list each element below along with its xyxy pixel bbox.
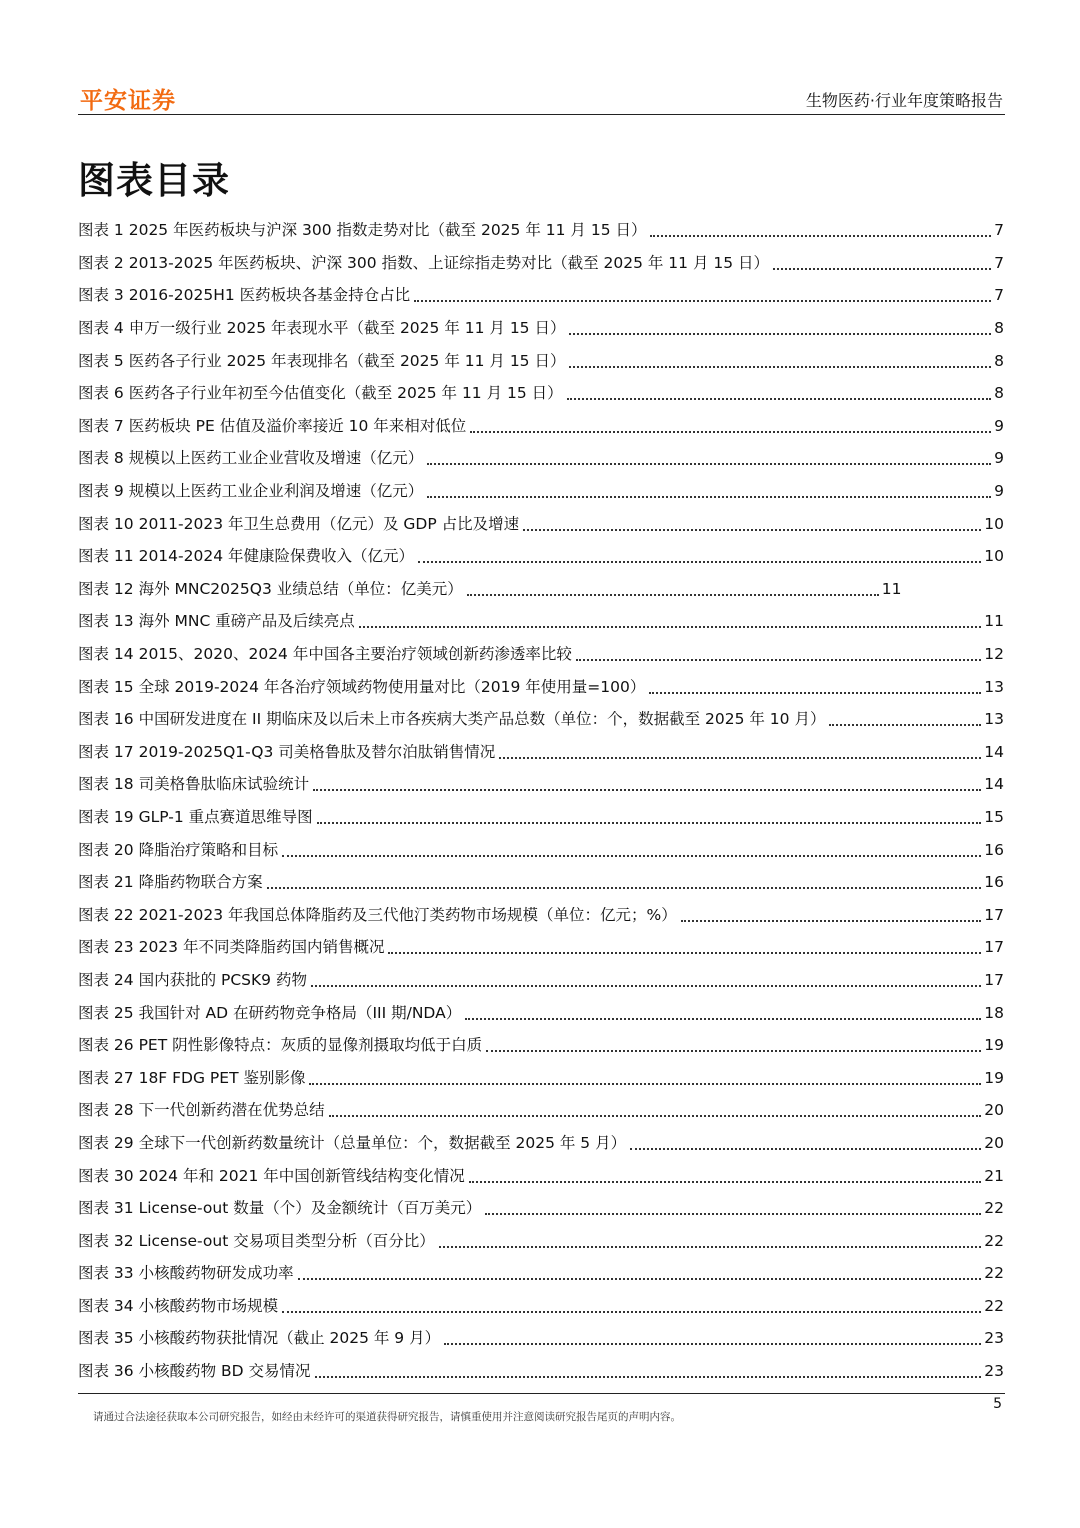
toc-entry-title: 图表 6 医药各子行业年初至今估值变化（截至 2025 年 11 月 15 日） bbox=[78, 384, 563, 403]
toc-entry-page: 10 bbox=[984, 514, 1004, 533]
toc-entry[interactable] bbox=[78, 475, 1004, 508]
toc-dot-leader bbox=[311, 983, 981, 987]
toc-entry-title: 图表 26 PET 阴性影像特点：灰质的显像剂摄取均低于白质 bbox=[78, 1036, 483, 1055]
toc-entry-title: 图表 2 2013-2025 年医药板块、沪深 300 指数、上证综指走势对比（截至 2025 年 11 月 15 日） bbox=[78, 253, 770, 272]
toc-entry[interactable] bbox=[78, 801, 1004, 834]
toc-entry-page: 13 bbox=[984, 710, 1004, 729]
toc-dot-leader bbox=[267, 885, 982, 889]
toc-entry[interactable] bbox=[78, 931, 1004, 964]
toc-entry[interactable] bbox=[78, 1322, 1004, 1355]
toc-entry[interactable] bbox=[78, 1029, 1004, 1062]
toc-entry-page: 20 bbox=[984, 1101, 1004, 1120]
toc-entry-title: 图表 19 GLP-1 重点赛道思维导图 bbox=[78, 807, 313, 826]
toc-entry-page: 13 bbox=[984, 677, 1004, 696]
toc-dot-leader bbox=[523, 527, 981, 531]
toc-entry[interactable] bbox=[78, 866, 1004, 899]
toc-entry-page: 9 bbox=[994, 416, 1004, 435]
toc-entry[interactable] bbox=[78, 1290, 1004, 1323]
toc-heading: 图表目录 bbox=[78, 159, 230, 202]
toc-dot-leader bbox=[467, 592, 879, 596]
toc-dot-leader bbox=[486, 1048, 981, 1052]
toc-entry-title: 图表 24 国内获批的 PCSK9 药物 bbox=[78, 970, 307, 989]
toc-entry-title: 图表 17 2019-2025Q1-Q3 司美格鲁肽及替尔泊肽销售情况 bbox=[78, 742, 496, 761]
toc-entry-title: 图表 11 2014-2024 年健康险保费收入（亿元） bbox=[78, 547, 414, 566]
toc-dot-leader bbox=[329, 1113, 982, 1117]
toc-entry-page: 12 bbox=[984, 645, 1004, 664]
toc-entry[interactable] bbox=[78, 312, 1004, 345]
toc-entry-page: 20 bbox=[984, 1133, 1004, 1152]
toc-entry-title: 图表 9 规模以上医药工业企业利润及增速（亿元） bbox=[78, 482, 424, 501]
toc-entry[interactable] bbox=[78, 540, 1004, 573]
toc-entry-page: 23 bbox=[984, 1329, 1004, 1348]
footer-divider bbox=[78, 1393, 1005, 1394]
toc-dot-leader bbox=[414, 298, 991, 302]
toc-entry-page: 22 bbox=[984, 1264, 1004, 1283]
toc-entry-title: 图表 13 海外 MNC 重磅产品及后续亮点 bbox=[78, 612, 355, 631]
toc-dot-leader bbox=[317, 820, 982, 824]
report-title: 生物医药·行业年度策略报告 bbox=[805, 91, 1003, 110]
toc-entry[interactable] bbox=[78, 377, 1004, 410]
toc-entry-title: 图表 27 18F FDG PET 鉴别影像 bbox=[78, 1068, 306, 1087]
toc-dot-leader bbox=[649, 690, 981, 694]
toc-entry-page: 11 bbox=[984, 612, 1004, 631]
toc-entry-page: 19 bbox=[984, 1036, 1004, 1055]
toc-entry-title: 图表 25 我国针对 AD 在研药物竞争格局（III 期/NDA） bbox=[78, 1003, 462, 1022]
toc-dot-leader bbox=[282, 1309, 981, 1313]
toc-entry-page: 15 bbox=[984, 807, 1004, 826]
toc-entry-title: 图表 10 2011-2023 年卫生总费用（亿元）及 GDP 占比及增速 bbox=[78, 514, 520, 533]
toc-entry[interactable] bbox=[78, 1355, 1004, 1388]
toc-entry-title: 图表 30 2024 年和 2021 年中国创新管线结构变化情况 bbox=[78, 1166, 465, 1185]
toc-entry-title: 图表 7 医药板块 PE 估值及溢价率接近 10 年来相对低位 bbox=[78, 416, 467, 435]
toc-entry-page: 17 bbox=[984, 938, 1004, 957]
toc-entry-title: 图表 34 小核酸药物市场规模 bbox=[78, 1296, 279, 1315]
toc-entry-page: 16 bbox=[984, 840, 1004, 859]
toc-dot-leader bbox=[388, 950, 981, 954]
toc-entry[interactable] bbox=[78, 833, 1004, 866]
toc-dot-leader bbox=[359, 624, 982, 628]
toc-entry[interactable] bbox=[78, 573, 1004, 606]
toc-entry-title: 图表 33 小核酸药物研发成功率 bbox=[78, 1264, 294, 1283]
toc-dot-leader bbox=[485, 1211, 981, 1215]
toc-dot-leader bbox=[469, 1179, 982, 1183]
toc-dot-leader bbox=[576, 657, 981, 661]
toc-entry[interactable] bbox=[78, 670, 1004, 703]
toc-entry-page: 8 bbox=[994, 351, 1004, 370]
toc-entry-title: 图表 21 降脂药物联合方案 bbox=[78, 873, 263, 892]
toc-entry-page: 7 bbox=[994, 253, 1004, 272]
toc-entry-title: 图表 20 降脂治疗策略和目标 bbox=[78, 840, 279, 859]
toc-entry-page: 9 bbox=[994, 449, 1004, 468]
toc-entry-title: 图表 31 License-out 数量（个）及金额统计（百万美元） bbox=[78, 1199, 482, 1218]
toc-dot-leader bbox=[681, 918, 982, 922]
toc-entry-page: 18 bbox=[984, 1003, 1004, 1022]
toc-entry[interactable] bbox=[78, 1061, 1004, 1094]
toc-entry[interactable] bbox=[78, 1127, 1004, 1160]
toc-entry-page: 23 bbox=[984, 1362, 1004, 1381]
toc-dot-leader bbox=[444, 1341, 981, 1345]
toc-entry-title: 图表 23 2023 年不同类降脂药国内销售概况 bbox=[78, 938, 385, 957]
toc-entry-title: 图表 22 2021-2023 年我国总体降脂药及三代他汀类药物市场规模（单位：亿元；%） bbox=[78, 905, 677, 924]
toc-entry-page: 22 bbox=[984, 1199, 1004, 1218]
toc-dot-leader bbox=[418, 559, 981, 563]
toc-entry-page: 17 bbox=[984, 970, 1004, 989]
toc-dot-leader bbox=[315, 1374, 982, 1378]
toc-entry[interactable] bbox=[78, 1094, 1004, 1127]
toc-entry-title: 图表 4 申万一级行业 2025 年表现水平（截至 2025 年 11 月 15 日） bbox=[78, 319, 566, 338]
toc-entry[interactable] bbox=[78, 1192, 1004, 1225]
toc-entry[interactable] bbox=[78, 964, 1004, 997]
toc-dot-leader bbox=[298, 1276, 982, 1280]
toc-entry[interactable] bbox=[78, 736, 1004, 769]
toc-entry-title: 图表 1 2025 年医药板块与沪深 300 指数走势对比（截至 2025 年 11 月 15 日） bbox=[78, 221, 647, 240]
toc-list bbox=[78, 214, 1004, 1387]
toc-entry-page: 7 bbox=[994, 221, 1004, 240]
toc-entry-page: 10 bbox=[984, 547, 1004, 566]
toc-entry-title: 图表 14 2015、2020、2024 年中国各主要治疗领域创新药渗透率比较 bbox=[78, 645, 572, 664]
toc-dot-leader bbox=[569, 331, 991, 335]
toc-entry[interactable] bbox=[78, 638, 1004, 671]
toc-entry-page: 19 bbox=[984, 1068, 1004, 1087]
toc-dot-leader bbox=[427, 461, 991, 465]
toc-dot-leader bbox=[282, 853, 981, 857]
toc-entry[interactable] bbox=[78, 1224, 1004, 1257]
toc-entry-page: 16 bbox=[984, 873, 1004, 892]
toc-entry-page: 14 bbox=[984, 742, 1004, 761]
toc-entry-page: 22 bbox=[984, 1231, 1004, 1250]
toc-entry-page: 21 bbox=[984, 1166, 1004, 1185]
toc-entry[interactable] bbox=[78, 768, 1004, 801]
toc-entry-page: 8 bbox=[994, 319, 1004, 338]
toc-entry-title: 图表 28 下一代创新药潜在优势总结 bbox=[78, 1101, 325, 1120]
toc-dot-leader bbox=[427, 494, 991, 498]
toc-dot-leader bbox=[829, 722, 981, 726]
toc-dot-leader bbox=[569, 364, 991, 368]
toc-entry-page: 22 bbox=[984, 1296, 1004, 1315]
toc-entry[interactable] bbox=[78, 1159, 1004, 1192]
toc-entry[interactable] bbox=[78, 410, 1004, 443]
toc-entry-page: 14 bbox=[984, 775, 1004, 794]
toc-entry-page: 7 bbox=[994, 286, 1004, 305]
toc-entry-title: 图表 8 规模以上医药工业企业营收及增速（亿元） bbox=[78, 449, 424, 468]
toc-entry[interactable] bbox=[78, 703, 1004, 736]
toc-entry[interactable] bbox=[78, 507, 1004, 540]
toc-dot-leader bbox=[499, 755, 981, 759]
toc-dot-leader bbox=[773, 266, 991, 270]
toc-dot-leader bbox=[439, 1244, 982, 1248]
toc-dot-leader bbox=[465, 1016, 981, 1020]
toc-entry-page: 8 bbox=[994, 384, 1004, 403]
toc-entry[interactable] bbox=[78, 247, 1004, 280]
footer-disclaimer: 请通过合法途径获取本公司研究报告，如经由未经许可的渠道获得研究报告，请慎重使用并注意阅读研究报告尾页的声明内容。 bbox=[93, 1411, 681, 1423]
toc-entry[interactable] bbox=[78, 1257, 1004, 1290]
toc-entry-title: 图表 18 司美格鲁肽临床试验统计 bbox=[78, 775, 310, 794]
toc-entry-title: 图表 36 小核酸药物 BD 交易情况 bbox=[78, 1362, 311, 1381]
toc-entry[interactable] bbox=[78, 898, 1004, 931]
toc-dot-leader bbox=[309, 1081, 981, 1085]
toc-dot-leader bbox=[470, 429, 991, 433]
toc-dot-leader bbox=[313, 787, 981, 791]
toc-entry-title: 图表 29 全球下一代创新药数量统计（总量单位：个，数据截至 2025 年 5 月） bbox=[78, 1133, 627, 1152]
toc-entry[interactable] bbox=[78, 442, 1004, 475]
toc-entry[interactable] bbox=[78, 279, 1004, 312]
toc-entry-page: 9 bbox=[994, 482, 1004, 501]
toc-entry-page: 11 bbox=[881, 579, 902, 598]
toc-entry[interactable] bbox=[78, 214, 1004, 247]
page-header bbox=[78, 78, 1005, 115]
toc-entry-page: 17 bbox=[984, 905, 1004, 924]
toc-entry-title: 图表 32 License-out 交易项目类型分析（百分比） bbox=[78, 1231, 435, 1250]
toc-dot-leader bbox=[567, 396, 991, 400]
toc-entry-title: 图表 3 2016-2025H1 医药板块各基金持仓占比 bbox=[78, 286, 411, 305]
toc-entry[interactable] bbox=[78, 605, 1004, 638]
page-number: 5 bbox=[993, 1396, 1002, 1412]
toc-entry-title: 图表 12 海外 MNC2025Q3 业绩总结（单位：亿美元） bbox=[78, 579, 463, 598]
company-logo: 平安证券 bbox=[80, 88, 176, 114]
toc-entry-title: 图表 35 小核酸药物获批情况（截止 2025 年 9 月） bbox=[78, 1329, 441, 1348]
toc-entry-title: 图表 16 中国研发进度在 II 期临床及以后未上市各疾病大类产品总数（单位：个，数据截至 2025 年 10 月） bbox=[78, 710, 826, 729]
toc-entry-title: 图表 15 全球 2019-2024 年各治疗领域药物使用量对比（2019 年使用量=100） bbox=[78, 677, 646, 696]
toc-dot-leader bbox=[630, 1146, 981, 1150]
toc-entry[interactable] bbox=[78, 344, 1004, 377]
toc-dot-leader bbox=[650, 233, 991, 237]
toc-entry-title: 图表 5 医药各子行业 2025 年表现排名（截至 2025 年 11 月 15 日） bbox=[78, 351, 566, 370]
toc-entry[interactable] bbox=[78, 996, 1004, 1029]
